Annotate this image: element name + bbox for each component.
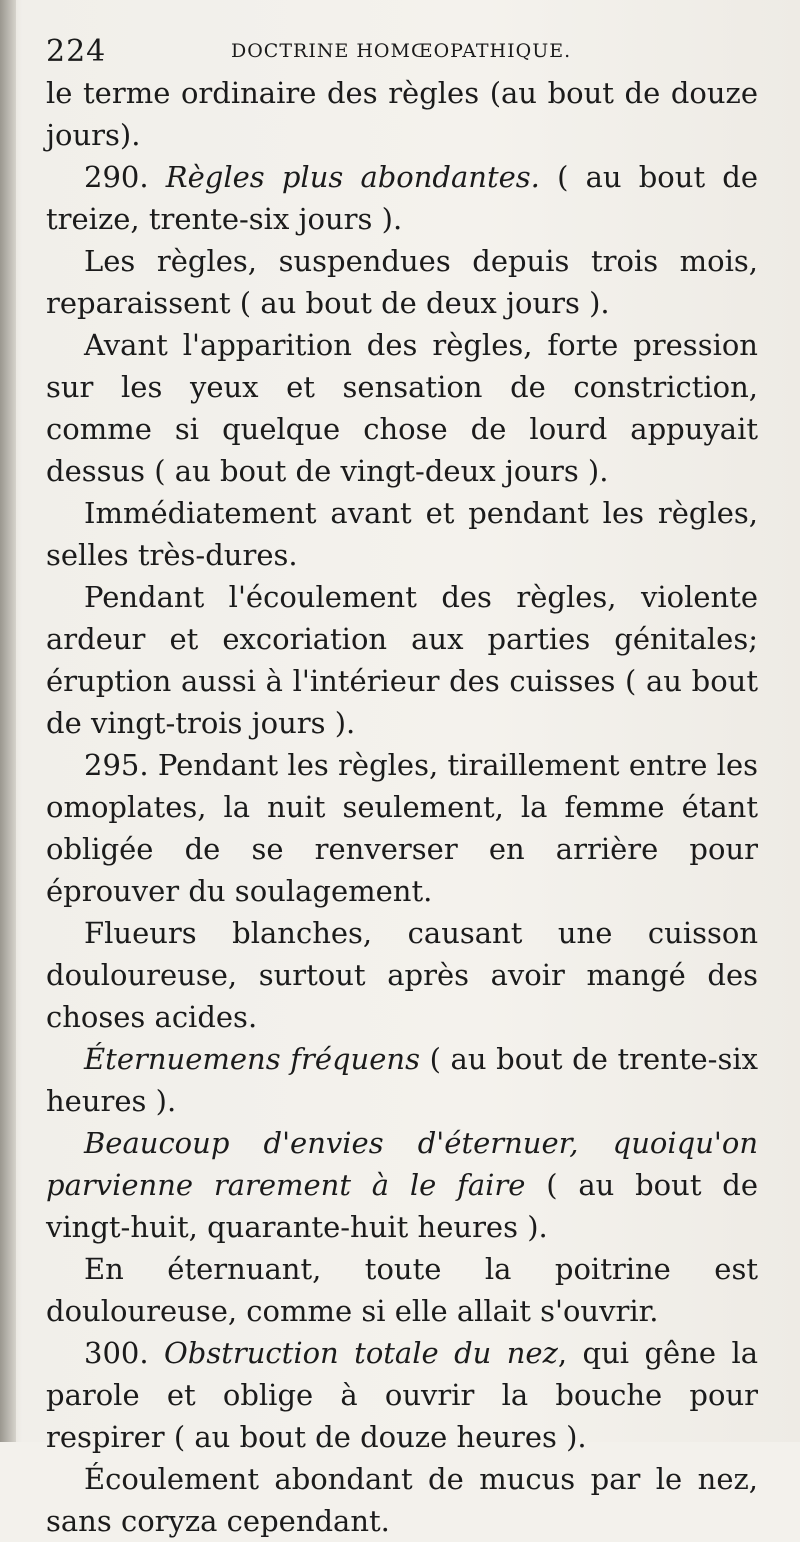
paragraph [46, 1122, 758, 1248]
italic-symptom: Beaucoup d'envies d'éternuer, quoiqu'on parvienne rarement à le faire [46, 1126, 758, 1202]
paragraph-text: , qui gêne la parole et oblige à ouvrir la bouche pour respirer ( au bout de douze heures ). [46, 1336, 759, 1454]
running-head: DOCTRINE HOMŒOPATHIQUE. [231, 40, 572, 62]
paragraph: 295. Pendant les règles, tiraillement entre les omoplates, la nuit seulement, la femme étant obligée de se renverser en arrière pour éprouver du soulagement. [46, 748, 758, 908]
paragraph [46, 1332, 758, 1458]
paragraph: Écoulement abondant de mucus par le nez, sans coryza cependant. [46, 1462, 758, 1538]
italic-symptom: Éternuemens fréquens [84, 1042, 420, 1076]
paragraph [46, 1038, 758, 1122]
paragraph: Pendant l'écoulement des règles, violente ardeur et excoriation aux parties génitales; éruption aussi à l'intérieur des cuisses ( au bout de vingt-trois jours ). [46, 580, 758, 740]
page-header [46, 30, 760, 70]
paragraph-number: 300. [84, 1336, 149, 1370]
paragraph: le terme ordinaire des règles (au bout de douze jours). [46, 76, 758, 152]
page-body [46, 72, 758, 1542]
paragraph-text: ( au bout de treize, trente-six jours ). [46, 160, 759, 236]
paragraph [46, 156, 758, 240]
page-number: 224 [46, 34, 107, 69]
paragraph-number: 290. [84, 160, 149, 194]
italic-symptom: Obstruction totale du nez [164, 1336, 558, 1370]
paragraph-text: ( au bout de trente-six heures ). [46, 1042, 758, 1118]
paragraph: Avant l'apparition des règles, forte pression sur les yeux et sensation de constriction, comme si quelque chose de lourd appuyait dessus ( au bout de vingt-deux jours ). [46, 328, 758, 488]
paragraph: En éternuant, toute la poitrine est douloureuse, comme si elle allait s'ouvrir. [46, 1252, 758, 1328]
page-gutter [0, 0, 16, 1442]
paragraph: Les règles, suspendues depuis trois mois, reparaissent ( au bout de deux jours ). [46, 244, 758, 320]
paragraph: Immédiatement avant et pendant les règles, selles très-dures. [46, 496, 758, 572]
paragraph-text: ( au bout de vingt-huit, quarante-huit heures ). [46, 1168, 758, 1244]
paragraph: Flueurs blanches, causant une cuisson douloureuse, surtout après avoir mangé des choses acides. [46, 916, 758, 1034]
italic-symptom: Règles plus abondantes. [165, 160, 540, 194]
